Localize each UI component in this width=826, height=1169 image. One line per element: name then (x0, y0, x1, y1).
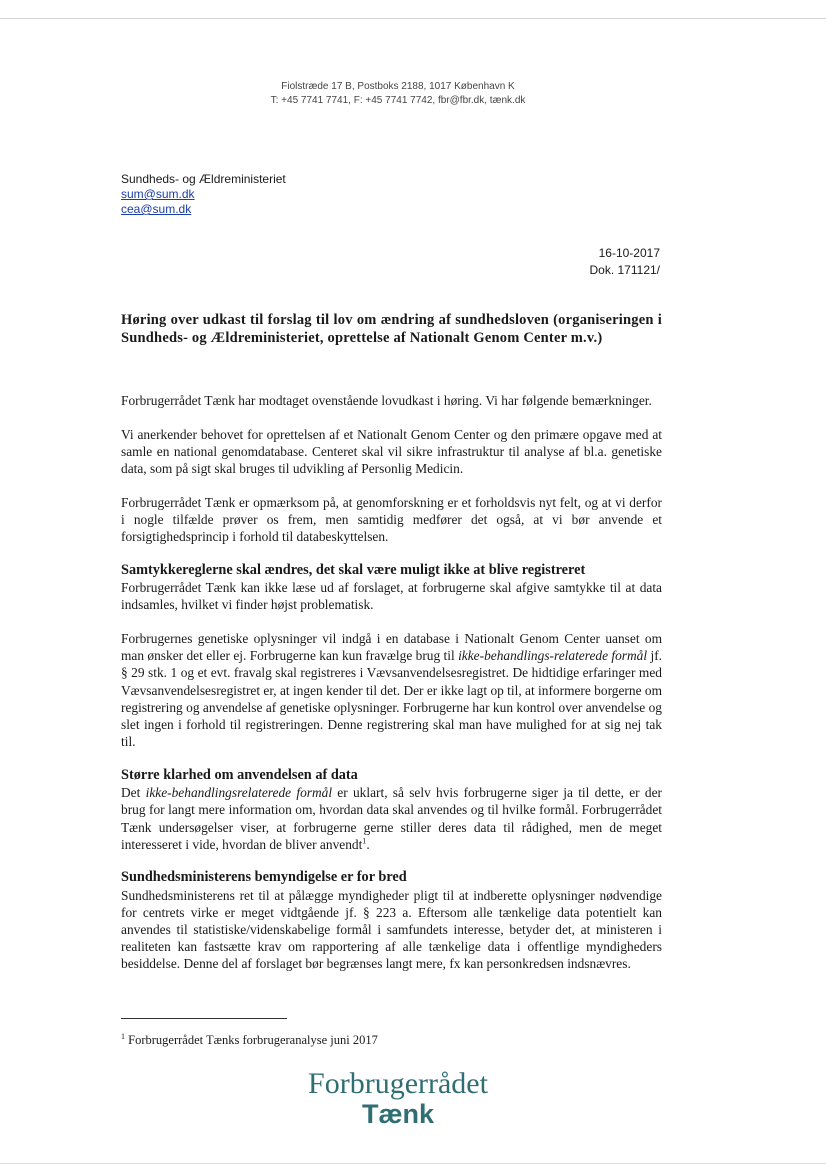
paragraph-6-end: . (366, 836, 370, 852)
paragraph-7: Sundhedsministerens ret til at pålægge myndigheder pligt til at indberette oplysninger nødvendige for centrets virke er meget vidtgående jf. § 223 a. Eftersom alle tænkelige data potentielt kan anvendes til statistiske/videnskabelige formål i samfundets interesse, betyder det, at ministeren i realiteten kan fastsætte krav om rapportering af alle tænkelige data i offentlige myndigheders besiddelse. Denne del af forslaget bør begrænses langt mere, fx kan personkredsen indsnævres. (121, 887, 662, 972)
paragraph-5 (121, 630, 662, 750)
brand-logo (0, 1068, 796, 1128)
recipient-name: Sundheds- og Ældreministeriet (121, 172, 286, 186)
section-heading-consent: Samtykkereglerne skal ændres, det skal være muligt ikke at blive registreret (121, 561, 586, 578)
footnote-ref[interactable]: 1 (362, 836, 367, 846)
scan-edge-top (0, 18, 826, 19)
paragraph-5-part-a: Forbrugernes genetiske oplysninger vil indgå i en database i Nationalt Genom Center uanset om man ønsker det eller ej. Forbrugerne kan kun fravælge brug til (121, 631, 662, 664)
paragraph-5-part-b: jf. § 29 stk. 1 og et evt. fravalg skal registreres i Vævsanvendelsesregistret. De hidtidige erfaringer med Vævsanvendelsesregistret er, at ingen kender til det. Der er ikke lagt op til, at informere borgerne om registrering og anvendelse af genetiske oplysninger. Forbrugerne har kun kontrol over anvendelse og slet ingen i forhold til registreringen. Denne registrering skal man have mulighed for at sig nej tak til. (121, 648, 662, 750)
paragraph-5-emphasis: ikke-behandlings-relaterede formål (458, 648, 648, 664)
recipient-block (121, 172, 286, 217)
paragraph-1: Forbrugerrådet Tænk har modtaget ovenstående lovudkast i høring. Vi har følgende bemærkninger. (121, 393, 652, 408)
address-line-2: T: +45 7741 7741, F: +45 7741 7742, fbr@fbr.dk, tænk.dk (270, 95, 526, 106)
paragraph-2: Vi anerkender behovet for oprettelsen af et Nationalt Genom Center og den primære opgave med at samle en national genomdatabase. Centeret skal vil sikre infrastruktur til analyse af bl.a. genetiske data, som på sigt skal bruges til udvikling af Personlig Medicin. (121, 426, 662, 477)
recipient-email-1[interactable]: sum@sum.dk (121, 187, 195, 201)
paragraph-6-part-b: er uklart, så selv hvis forbrugerne siger ja til dette, er der brug for langt mere information om, hvordan data skal anvendes og til hvilke formål. Forbrugerrådet Tænk undersøgelser viser, at forbrugerne gerne stiller deres data til rådighed, men de meget interesseret i vide, hvordan de bliver anvendt (121, 785, 662, 852)
letterhead-address (0, 80, 796, 108)
paragraph-4: Forbrugerrådet Tænk kan ikke læse ud af forslaget, at forbrugerne skal afgive samtykke til at data indsamles, hvilket vi finder højst problematisk. (121, 580, 662, 613)
footnote-text: Forbrugerrådet Tænks forbrugeranalyse juni 2017 (128, 1033, 378, 1048)
section-heading-clarity: Større klarhed om anvendelsen af data (121, 766, 358, 783)
document-reference: Dok. 171121/ (589, 263, 660, 277)
footnote (121, 1029, 662, 1048)
document-meta (590, 245, 661, 279)
paragraph-6-part-a: Det (121, 785, 146, 801)
scan-edge-bottom (0, 1163, 826, 1164)
address-line-1: Fiolstræde 17 B, Postboks 2188, 1017 København K (281, 81, 515, 92)
logo-text-line-2: Tænk (361, 1099, 434, 1129)
recipient-email-2[interactable]: cea@sum.dk (121, 202, 192, 216)
letter-body (121, 392, 662, 989)
footnote-marker: 1 (121, 1032, 125, 1041)
document-date: 16-10-2017 (598, 246, 660, 260)
paragraph-3: Forbrugerrådet Tænk er opmærksom på, at genomforskning er et forholdsvis nyt felt, og at vi derfor i nogle tilfælde prøver os frem, men samtidig medfører det også, at vi bør anvende et forsigtighedsprincip i forhold til databeskyttelsen. (121, 494, 662, 545)
subject-heading: Høring over udkast til forslag til lov om ændring af sundhedsloven (organiseringen i Sundheds- og Ældreministeriet, oprettelse af Nationalt Genom Center m.v.) (121, 312, 662, 346)
paragraph-6-emphasis: ikke-behandlingsrelaterede formål (145, 785, 333, 801)
section-heading-authority: Sundhedsministerens bemyndigelse er for bred (121, 869, 407, 886)
footnote-divider (121, 1018, 287, 1019)
logo-text-line-1: Forbrugerrådet (308, 1067, 488, 1100)
paragraph-6 (121, 784, 662, 853)
